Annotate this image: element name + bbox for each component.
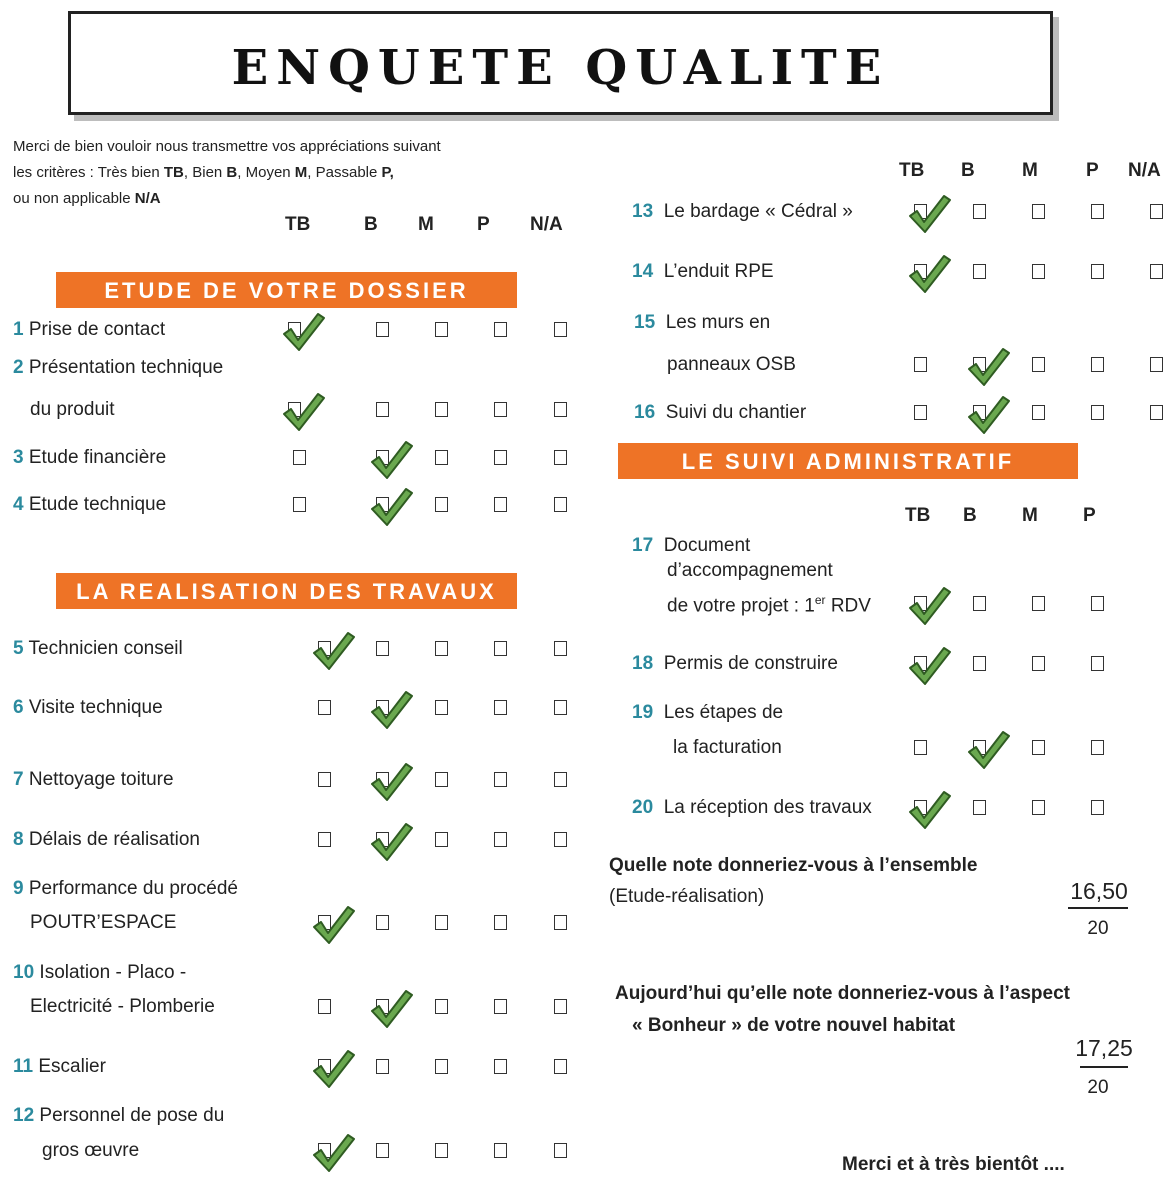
col-header-na: N/A xyxy=(530,214,563,235)
checkbox-q20-p[interactable] xyxy=(1091,800,1104,815)
checkbox-q9-na[interactable] xyxy=(554,915,567,930)
checkbox-q6-p[interactable] xyxy=(494,700,507,715)
checkbox-q12-m[interactable] xyxy=(435,1143,448,1158)
checkmark-icon xyxy=(906,252,952,294)
checkbox-q15-p[interactable] xyxy=(1091,357,1104,372)
checkbox-q18-m[interactable] xyxy=(1032,656,1045,671)
col-header-b: B xyxy=(963,505,977,526)
checkbox-q10-tb[interactable] xyxy=(318,999,331,1014)
question-19-line-2: la facturation xyxy=(673,737,782,758)
question-10: 10 Isolation - Placo - xyxy=(13,962,187,983)
checkbox-q8-p[interactable] xyxy=(494,832,507,847)
overall-score-denominator: 20 xyxy=(1087,918,1109,939)
question-20: 20 La réception des travaux xyxy=(632,797,872,818)
checkbox-q19-m[interactable] xyxy=(1032,740,1045,755)
col-header-tb: TB xyxy=(905,505,931,526)
checkbox-q14-p[interactable] xyxy=(1091,264,1104,279)
checkbox-q15-m[interactable] xyxy=(1032,357,1045,372)
bonheur-score-denominator: 20 xyxy=(1087,1077,1109,1098)
checkbox-q6-m[interactable] xyxy=(435,700,448,715)
question-17-line-2: d’accompagnement xyxy=(667,560,833,581)
question-17-line-3: de votre projet : 1er RDV xyxy=(667,593,871,617)
checkbox-q19-tb[interactable] xyxy=(914,740,927,755)
checkbox-q17-b[interactable] xyxy=(973,596,986,611)
checkbox-q12-p[interactable] xyxy=(494,1143,507,1158)
checkbox-q19-p[interactable] xyxy=(1091,740,1104,755)
checkmark-icon xyxy=(368,688,414,730)
checkbox-q17-p[interactable] xyxy=(1091,596,1104,611)
checkbox-q17-m[interactable] xyxy=(1032,596,1045,611)
checkbox-q4-tb[interactable] xyxy=(293,497,306,512)
checkbox-q16-tb[interactable] xyxy=(914,405,927,420)
checkbox-q5-p[interactable] xyxy=(494,641,507,656)
checkbox-q1-na[interactable] xyxy=(554,322,567,337)
overall-subtitle: (Etude-réalisation) xyxy=(609,886,765,907)
checkbox-q4-p[interactable] xyxy=(494,497,507,512)
checkmark-icon xyxy=(280,390,326,432)
checkbox-q14-na[interactable] xyxy=(1150,264,1163,279)
checkbox-q7-tb[interactable] xyxy=(318,772,331,787)
col-header-na: N/A xyxy=(1128,160,1161,181)
checkbox-q7-p[interactable] xyxy=(494,772,507,787)
checkbox-q3-tb[interactable] xyxy=(293,450,306,465)
checkbox-q13-na[interactable] xyxy=(1150,204,1163,219)
checkbox-q4-na[interactable] xyxy=(554,497,567,512)
checkbox-q16-na[interactable] xyxy=(1150,405,1163,420)
checkbox-q12-na[interactable] xyxy=(554,1143,567,1158)
question-3: 3 Etude financière xyxy=(13,447,167,468)
question-2-line-2: du produit xyxy=(30,399,115,420)
checkbox-q3-m[interactable] xyxy=(435,450,448,465)
checkmark-icon xyxy=(368,438,414,480)
checkbox-q14-b[interactable] xyxy=(973,264,986,279)
checkmark-icon xyxy=(906,192,952,234)
checkbox-q11-p[interactable] xyxy=(494,1059,507,1074)
checkbox-q14-m[interactable] xyxy=(1032,264,1045,279)
bonheur-question-line-2: « Bonheur » de votre nouvel habitat xyxy=(632,1015,956,1036)
col-header-m: M xyxy=(418,214,434,235)
checkbox-q8-m[interactable] xyxy=(435,832,448,847)
bonheur-question-line-1: Aujourd’hui qu’elle note donneriez-vous à l’aspect xyxy=(615,983,1070,1004)
checkbox-q20-b[interactable] xyxy=(973,800,986,815)
question-1: 1 Prise de contact xyxy=(13,319,166,340)
checkbox-q10-p[interactable] xyxy=(494,999,507,1014)
checkbox-q8-na[interactable] xyxy=(554,832,567,847)
question-5: 5 Technicien conseil xyxy=(13,638,183,659)
col-header-b: B xyxy=(961,160,975,181)
overall-question: Quelle note donneriez-vous à l’ensemble xyxy=(609,855,978,876)
section-etude: ETUDE DE VOTRE DOSSIER xyxy=(56,272,517,308)
col-header-p: P xyxy=(477,214,490,235)
bonheur-score: 17,25 xyxy=(1075,1035,1133,1061)
col-header-b: B xyxy=(364,214,378,235)
checkmark-icon xyxy=(310,629,356,671)
checkbox-q1-p[interactable] xyxy=(494,322,507,337)
intro-line-2: les critères : Très bien TB, Bien B, Moyen M, Passable P, xyxy=(13,164,394,181)
checkbox-q2-na[interactable] xyxy=(554,402,567,417)
checkbox-q11-b[interactable] xyxy=(376,1059,389,1074)
question-12: 12 Personnel de pose du xyxy=(13,1105,225,1126)
checkbox-q6-tb[interactable] xyxy=(318,700,331,715)
checkmark-icon xyxy=(310,903,356,945)
checkbox-q7-m[interactable] xyxy=(435,772,448,787)
checkmark-icon xyxy=(368,820,414,862)
checkmark-icon xyxy=(368,760,414,802)
checkbox-q5-b[interactable] xyxy=(376,641,389,656)
checkmark-icon xyxy=(310,1131,356,1173)
question-19: 19 Les étapes de xyxy=(632,702,784,723)
section-realisation: LA REALISATION DES TRAVAUX xyxy=(56,573,517,609)
overall-score-divider xyxy=(1068,907,1128,909)
checkbox-q8-tb[interactable] xyxy=(318,832,331,847)
checkmark-icon xyxy=(906,788,952,830)
checkbox-q1-m[interactable] xyxy=(435,322,448,337)
checkbox-q18-b[interactable] xyxy=(973,656,986,671)
checkmark-icon xyxy=(965,345,1011,387)
section-admin: LE SUIVI ADMINISTRATIF xyxy=(618,443,1078,479)
checkbox-q3-na[interactable] xyxy=(554,450,567,465)
checkbox-q11-na[interactable] xyxy=(554,1059,567,1074)
col-header-tb: TB xyxy=(899,160,925,181)
checkbox-q7-na[interactable] xyxy=(554,772,567,787)
checkbox-q16-m[interactable] xyxy=(1032,405,1045,420)
col-header-tb: TB xyxy=(285,214,311,235)
checkbox-q2-m[interactable] xyxy=(435,402,448,417)
checkbox-q9-p[interactable] xyxy=(494,915,507,930)
checkbox-q2-b[interactable] xyxy=(376,402,389,417)
checkbox-q10-na[interactable] xyxy=(554,999,567,1014)
checkmark-icon xyxy=(906,644,952,686)
checkbox-q15-tb[interactable] xyxy=(914,357,927,372)
checkbox-q6-na[interactable] xyxy=(554,700,567,715)
col-header-m: M xyxy=(1022,505,1038,526)
checkbox-q11-m[interactable] xyxy=(435,1059,448,1074)
checkbox-q9-b[interactable] xyxy=(376,915,389,930)
checkmark-icon xyxy=(310,1047,356,1089)
checkbox-q13-p[interactable] xyxy=(1091,204,1104,219)
question-10-line-2: Electricité - Plomberie xyxy=(30,996,215,1017)
checkmark-icon xyxy=(906,584,952,626)
intro-line-1: Merci de bien vouloir nous transmettre vos appréciations suivant xyxy=(13,138,441,155)
checkbox-q18-p[interactable] xyxy=(1091,656,1104,671)
intro-line-3: ou non applicable N/A xyxy=(13,190,161,207)
question-8: 8 Délais de réalisation xyxy=(13,829,200,850)
question-2: 2 Présentation technique xyxy=(13,357,224,378)
question-15-line-2: panneaux OSB xyxy=(667,354,796,375)
question-12-line-2: gros œuvre xyxy=(42,1140,140,1161)
overall-score: 16,50 xyxy=(1070,878,1128,904)
checkmark-icon xyxy=(368,987,414,1029)
title-box xyxy=(68,11,1053,115)
col-header-m: M xyxy=(1022,160,1038,181)
question-9: 9 Performance du procédé xyxy=(13,878,238,899)
checkbox-q1-b[interactable] xyxy=(376,322,389,337)
checkbox-q12-b[interactable] xyxy=(376,1143,389,1158)
checkbox-q3-p[interactable] xyxy=(494,450,507,465)
checkbox-q4-m[interactable] xyxy=(435,497,448,512)
question-6: 6 Visite technique xyxy=(13,697,163,718)
checkbox-q9-m[interactable] xyxy=(435,915,448,930)
question-15: 15 Les murs en xyxy=(634,312,771,333)
checkmark-icon xyxy=(965,393,1011,435)
checkmark-icon xyxy=(368,485,414,527)
bonheur-score-divider xyxy=(1080,1066,1128,1068)
checkbox-q5-m[interactable] xyxy=(435,641,448,656)
checkbox-q2-p[interactable] xyxy=(494,402,507,417)
question-7: 7 Nettoyage toiture xyxy=(13,769,174,790)
intro-text xyxy=(13,134,441,212)
question-16: 16 Suivi du chantier xyxy=(634,402,807,423)
col-header-p: P xyxy=(1086,160,1099,181)
checkbox-q13-b[interactable] xyxy=(973,204,986,219)
question-17: 17 Document xyxy=(632,535,751,556)
closing-text: Merci et à très bientôt .... xyxy=(842,1154,1065,1175)
checkbox-q20-m[interactable] xyxy=(1032,800,1045,815)
page-title: ENQUETE QUALITE xyxy=(231,40,890,96)
question-11: 11 Escalier xyxy=(13,1056,106,1077)
checkbox-q15-na[interactable] xyxy=(1150,357,1163,372)
checkmark-icon xyxy=(280,310,326,352)
col-header-p: P xyxy=(1083,505,1096,526)
checkmark-icon xyxy=(965,728,1011,770)
checkbox-q16-p[interactable] xyxy=(1091,405,1104,420)
question-4: 4 Etude technique xyxy=(13,494,167,515)
checkbox-q5-na[interactable] xyxy=(554,641,567,656)
checkbox-q13-m[interactable] xyxy=(1032,204,1045,219)
question-9-line-2: POUTR’ESPACE xyxy=(30,912,177,933)
question-18: 18 Permis de construire xyxy=(632,653,838,674)
question-14: 14 L’enduit RPE xyxy=(632,261,774,282)
checkbox-q10-m[interactable] xyxy=(435,999,448,1014)
question-13: 13 Le bardage « Cédral » xyxy=(632,201,853,222)
